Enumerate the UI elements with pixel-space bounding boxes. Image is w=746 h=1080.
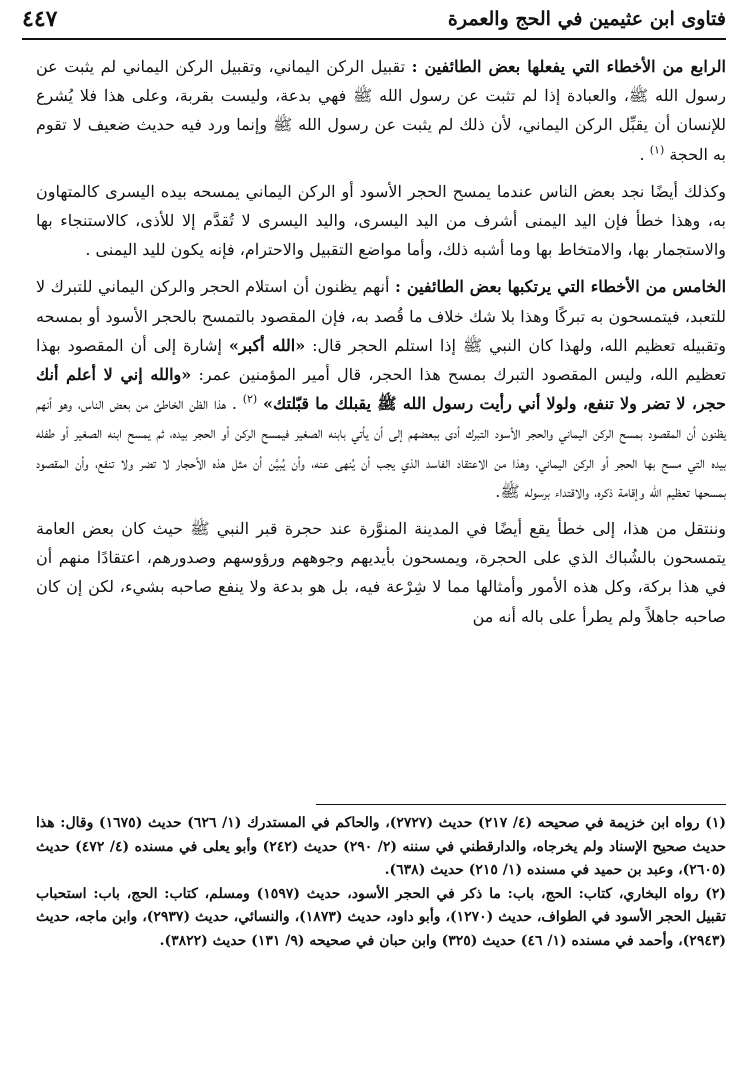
body-text [36, 52, 726, 631]
takbir-quote: «الله أكبر» [228, 335, 306, 355]
paragraph-text: أنهم يظنون أن استلام الحجر والركن اليماني للتبرك لا للتعبد، فيتمسحون به تبركًا وهذا بلا شك خلاف ما قُصد به، فإن المقصود بالتمسح بالحجر الأسود أو بمسحه وتقبيله تعظيم الله، ولهذا كان النبي ﷺ إذا استلم الحجر قال: [36, 277, 727, 355]
paragraph-medina [36, 514, 726, 631]
footnote-ref-2: (٢) [242, 392, 258, 406]
paragraph-left-hand [36, 177, 726, 265]
paragraph-text: وننتقل من هذا، إلى خطأ يقع أيضًا في المدينة المنوَّرة عند حجرة قبر النبي ﷺ حيث كان بعض العامة يتمسحون بالشُباك الذي على الحجرة، ويمسحون بأيديهم وجوههم ورؤوسهم وصدورهم، اعتقادًا منهم أن في هذا بركة، وكل هذه الأمور وأمثالها مما لا شِرْعة فيه، بل هو بدعة ولا ينفع صاحبه بشيء، لكن إن كان صاحبه جاهلاً ولم يطرأ على باله أنه من [36, 519, 726, 626]
paragraph-text: . هذا الظن الخاطئ من بعض الناس، وهو أنهم يظنون أن المقصود بمسح الركن اليماني والحجر الأسود التبرك أدى ببعضهم إلى أن يأتي بابنه الصغير فيمسح الركن أو الحجر بيده، ثم يمسح ابنه الصغير أو طفله بيده التي مسح بها الحجر أو الركن اليماني، وهذا من الاعتقاد الفاسد الذي يجب أن يُنهى عنه، وأن يُبيَّن أن مثل هذه الأحجار لا تضر ولا تنفع، وأن المقصود بمسحها تعظيم الله وإقامة ذكره، والاقتداء برسوله ﷺ. [36, 394, 726, 501]
umar-quote: «والله إني لا أعلم أنك حجر، لا تضر ولا تنفع، ولولا أني رأيت رسول الله ﷺ يقبلك ما قبّلتك» [36, 365, 726, 414]
paragraph-lead: الرابع من الأخطاء التي يفعلها بعض الطائفين : [411, 57, 727, 76]
paragraph-text: تقبيل الركن اليماني، وتقبيل الركن اليماني لم يثبت عن رسول الله ﷺ، والعبادة إذا لم تثبت عن رسول الله ﷺ فهي بدعة، وليست بقربة، وعلى هذا فلا يُشرع للإنسان أن يقبِّل الركن اليماني، لأن ذلك لم يثبت عن رسول الله ﷺ وإنما ورد فيه حديث ضعيف لا تقوم به الحجة [36, 57, 726, 164]
paragraph-fifth-error [36, 272, 726, 506]
book-title: فتاوى ابن عثيمين في الحج والعمرة [447, 8, 726, 30]
footnote-divider [316, 804, 726, 805]
paragraph-text: وكذلك أيضًا نجد بعض الناس عندما يمسح الحجر الأسود أو الركن اليماني يمسحه بيده اليسرى كالمتهاون به، وهذا خطأ فإن اليد اليمنى أشرف من اليد اليسرى، واليد اليسرى لا تُقدَّم إلا للأذى، كالاستنجاء بها والاستجمار بها، والامتخاط بها وما أشبه ذلك، وأما مواضع التقبيل والاحترام، فإنه يكون لليد اليمنى . [36, 181, 726, 260]
paragraph-tail: . [639, 144, 650, 164]
footnote-1: (١) رواه ابن خزيمة في صحيحه (٤/ ٢١٧) حديث (٢٧٢٧)، والحاكم في المستدرك (١/ ٦٢٦) حديث (١٦٧٥) وقال: هذا حديث صحيح الإسناد ولم يخرجاه، والدارقطني في سننه (٢/ ٢٩٠) حديث (٢٤٢) وأبو يعلى في مسنده (٤/ ٤٧٢) حديث (٢٦٠٥)، وعبد بن حميد في مسنده (١/ ٢١٥) حديث (٦٣٨). [36, 815, 727, 879]
paragraph-fourth-error [36, 52, 726, 169]
footnote-2: (٢) رواه البخاري، كتاب: الحج، باب: ما ذكر في الحجر الأسود، حديث (١٥٩٧) ومسلم، كتاب: الحج، باب: استحباب تقبيل الحجر الأسود في الطواف، حديث (١٢٧٠)، وأبو داود، حديث (١٨٧٣)، والنسائي، حديث (٢٩٣٧)، وابن ماجه، حديث (٢٩٤٣)، وأحمد في مسنده (١/ ٤٦) حديث (٣٢٥) وابن حبان في صحيحه (٩/ ١٣١) حديث (٣٨٢٢). [36, 885, 727, 949]
paragraph-lead: الخامس من الأخطاء التي يرتكبها بعض الطائفين : [394, 277, 727, 297]
header-divider [22, 38, 726, 40]
page-header [22, 4, 726, 38]
paragraph-text: إشارة إلى أن المقصود بهذا تعظيم الله، وليس المقصود التبرك بمسح هذا الحجر، قال أمير المؤمنين عمر: [36, 335, 726, 385]
page-number: ٤٤٧ [22, 6, 58, 32]
footnote-ref-1: (١) [649, 143, 665, 157]
footnotes [36, 812, 726, 954]
